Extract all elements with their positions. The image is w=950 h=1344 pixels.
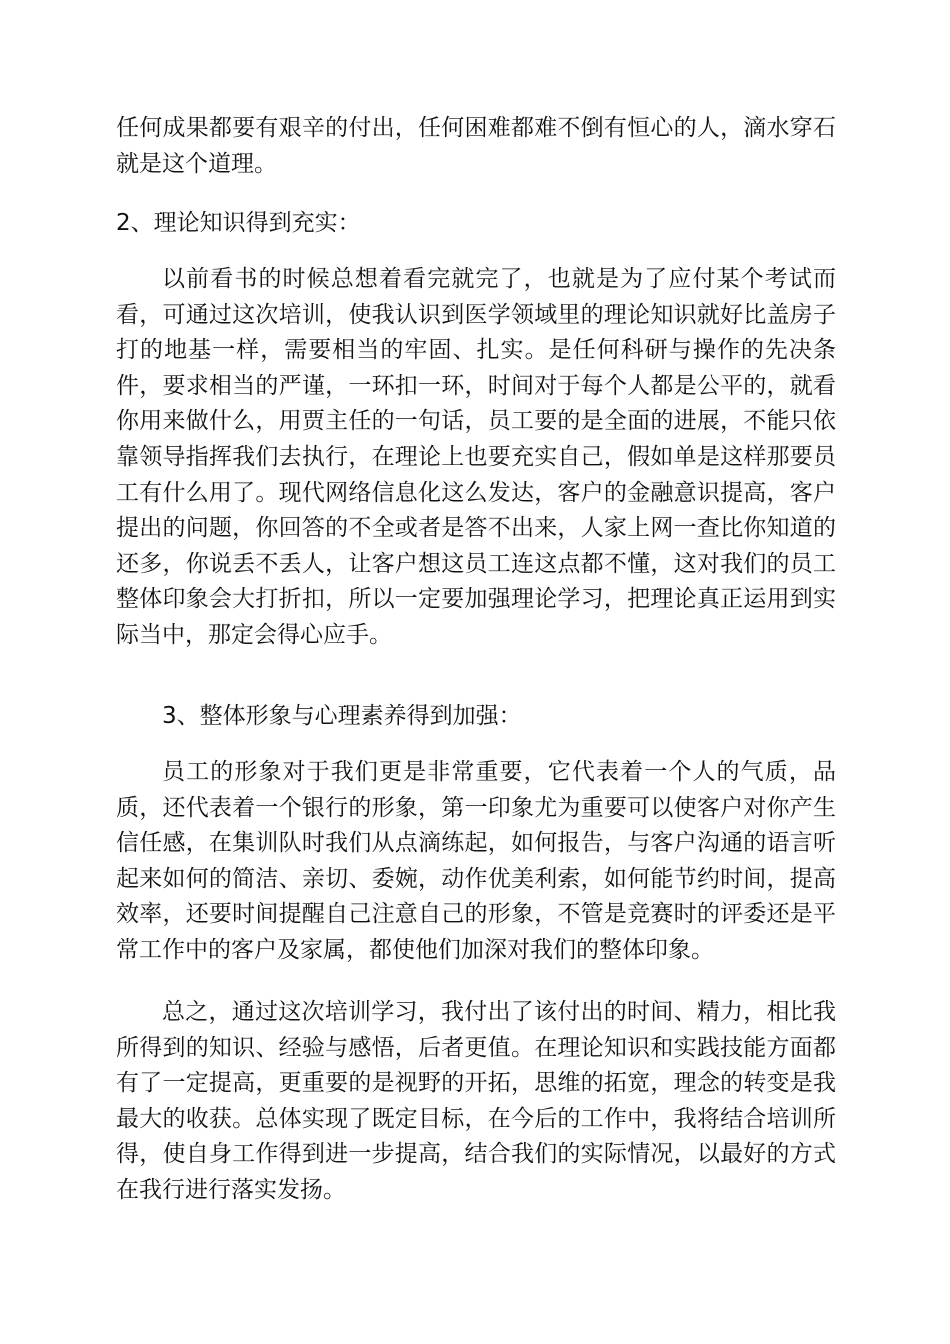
paragraph-perseverance: 任何成果都要有艰辛的付出，任何困难都难不倒有恒心的人，滴水穿石就是这个道理。: [116, 115, 836, 177]
paragraph-image-quality: 员工的形象对于我们更是非常重要，它代表着一个人的气质，品质，还代表着一个银行的形象，第一印象尤为重要可以使客户对你产生信任感，在集训队时我们从点滴练起，如何报告，与客户沟通的语言听起来如何的简洁、亲切、委婉，动作优美利索，如何能节约时间，提高效率，还要时间提醒自己注意自己的形象，不管是竞赛时的评委还是平常工作中的客户及家属，都使他们加深对我们的整体印象。: [116, 759, 836, 963]
section-heading-image: 3、整体形象与心理素养得到加强：: [162, 703, 522, 729]
section-heading-theory: 2、理论知识得到充实：: [116, 210, 361, 236]
paragraph-theory-knowledge: 以前看书的时候总想着看完就完了，也就是为了应付某个考试而看，可通过这次培训，使我认识到医学领域里的理论知识就好比盖房子打的地基一样，需要相当的牢固、扎实。是任何科研与操作的先决条件，要求相当的严谨，一环扣一环，时间对于每个人都是公平的，就看你用来做什么，用贾主任的一句话，员工要的是全面的进展，不能只依靠领导指挥我们去执行，在理论上也要充实自己，假如单是这样那要员工有什么用了。现代网络信息化这么发达，客户的金融意识提高，客户提出的问题，你回答的不全或者是答不出来，人家上网一查比你知道的还多，你说丢不丢人，让客户想这员工连这点都不懂，这对我们的员工整体印象会大打折扣，所以一定要加强理论学习，把理论真正运用到实际当中，那定会得心应手。: [116, 266, 836, 648]
paragraph-conclusion: 总之，通过这次培训学习，我付出了该付出的时间、精力，相比我所得到的知识、经验与感悟，后者更值。在理论知识和实践技能方面都有了一定提高，更重要的是视野的开拓，思维的拓宽，理念的转变是我最大的收获。总体实现了既定目标，在今后的工作中，我将结合培训所得，使自身工作得到进一步提高，结合我们的实际情况，以最好的方式在我行进行落实发扬。: [116, 999, 836, 1203]
